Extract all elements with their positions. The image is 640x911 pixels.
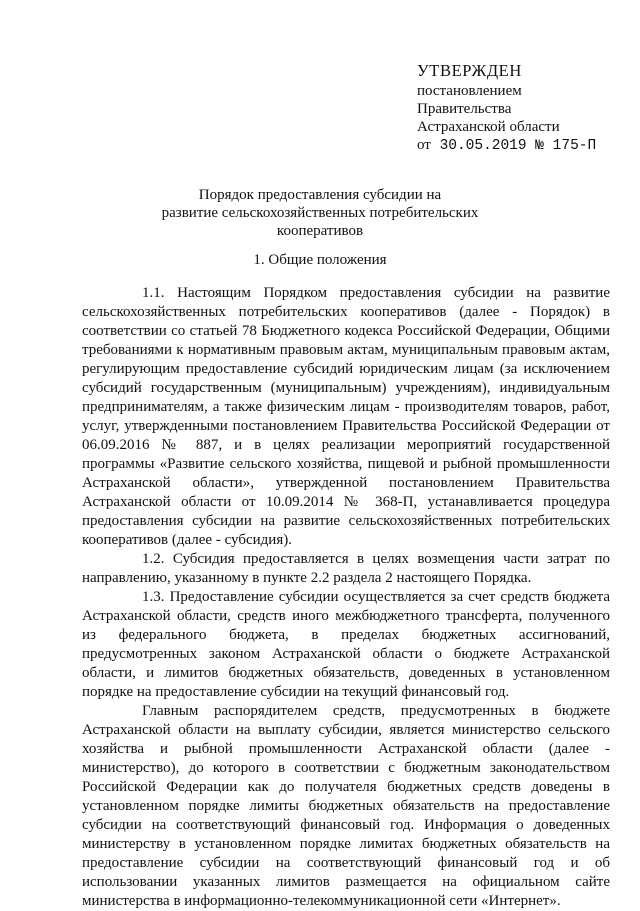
document-title-line-2: развитие сельскохозяйственных потребительских кооперативов [161,205,479,239]
approval-title: УТВЕРЖДЕН [417,61,522,80]
section-heading: 1. Общие положения [253,252,387,268]
approval-date-value: 30.05.2019 № 175-П [439,138,597,154]
document-body [82,284,610,911]
paragraph: 1.3. Предоставление субсидии осуществляется за счет средств бюджета Астраханской области, средств иного межбюджетного трансферта, полученного из федерального бюджета, в пределах бюджетных ассигнований, предусмотренных законом Астраханской области о бюджете Астраханской области, и лимитов бюджетных обязательств, доведенных в установленном порядке на предоставление субсидии на текущий финансовый год. [82,589,610,700]
paragraph: 1.1. Настоящим Порядком предоставления субсидии на развитие сельскохозяйственных потребительских кооперативов (далее - Порядок) в соответствии со статьей 78 Бюджетного кодекса Российской Федерации, Общими требованиями к нормативным правовым актам, муниципальным правовым актам, регулирующим предоставление субсидий юридическим лицам (за исключением субсидий государственным (муниципальным) учреждениям), индивидуальным предпринимателям, а также физическим лицам - производителям товаров, работ, услуг, утвержденными постановлением Правительства Российской Федерации от 06.09.2016 № 887, и в целях реализации мероприятий государственной программы «Развитие сельского хозяйства, пищевой и рыбной промышленности Астраханской области», утвержденной постановлением Правительства Астраханской области от 10.09.2014 № 368-П, устанавливается процедура предоставления субсидии на развитие сельскохозяйственных потребительских кооперативов (далее - субсидия). [82,285,610,548]
approval-stamp [417,62,596,155]
approval-line-1: постановлением [417,83,522,99]
approval-line-2: Правительства [417,101,512,117]
approval-date-prefix: от [417,137,431,153]
document-title-line-1: Порядок предоставления субсидии на [198,187,442,203]
approval-date-line [417,136,596,155]
paragraph: Главным распорядителем средств, предусмотренных в бюджете Астраханской области на выплату субсидии, является министерство сельского хозяйства и рыбной промышленности Астраханской области (далее - министерство), до которого в соответствии с бюджетным законодательством Российской Федерации как до получателя бюджетных средств доведены в установленном порядке лимиты бюджетных обязательств на предоставление субсидии на соответствующий финансовый год. Информация о доведенных министерству в установленном порядке лимитах бюджетных обязательств на предоставление субсидии на соответствующий финансовый год и об использовании указанных лимитов размещается на официальном сайте министерства в информационно-телекоммуникационной сети «Интернет». [82,703,610,909]
document-title [120,186,520,240]
approval-line-3: Астраханской области [417,119,560,135]
paragraph: 1.2. Субсидия предоставляется в целях возмещения части затрат по направлению, указанному в пункте 2.2 раздела 2 настоящего Порядка. [82,551,610,586]
